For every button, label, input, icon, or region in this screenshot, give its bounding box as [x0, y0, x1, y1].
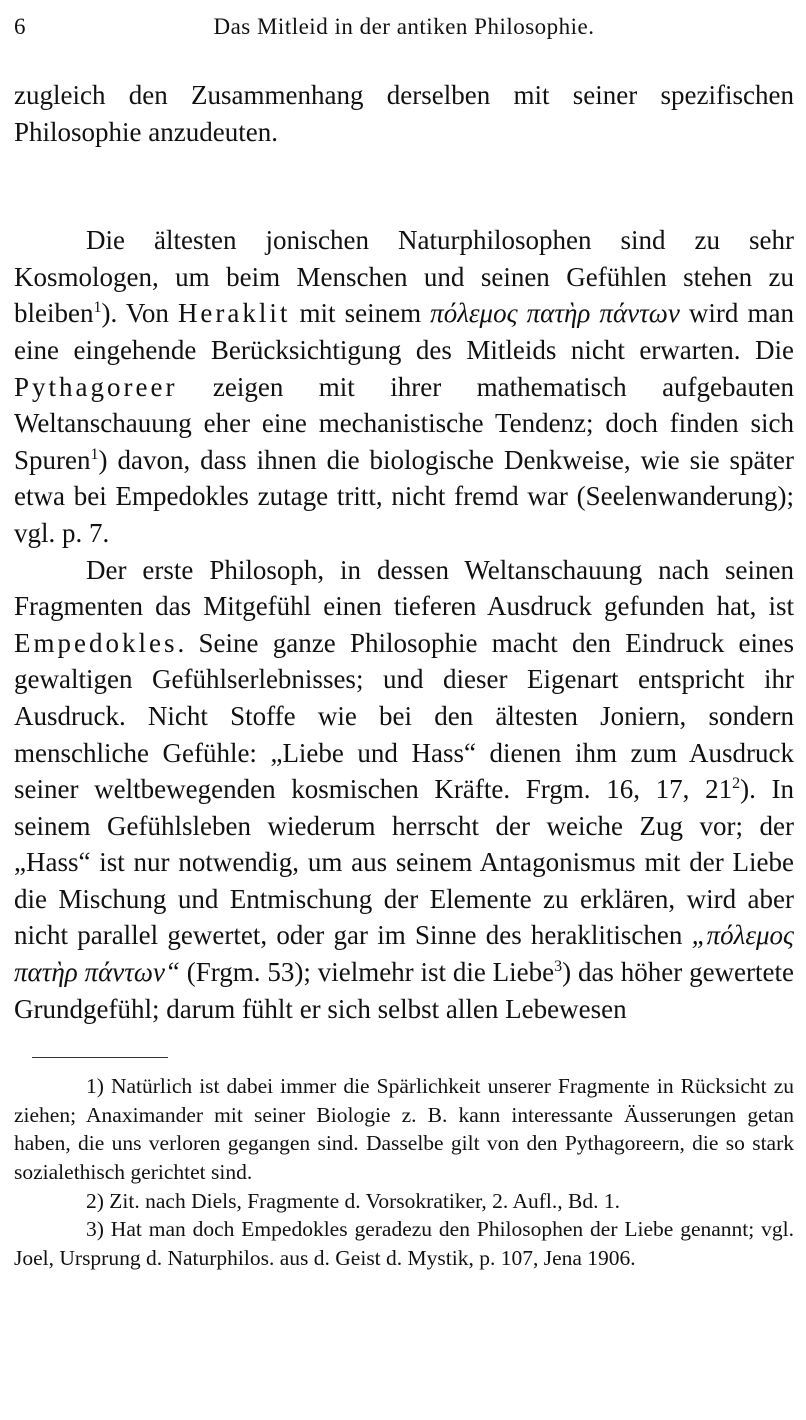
- paragraph-text: ) das höher gewertete Grundgefühl; darum fühlt er sich selbst allen Lebewesen: [14, 957, 794, 1024]
- spaced-name-empedokles: Empedokles: [14, 627, 178, 658]
- greek-quotation: πόλεμος πατὴρ πάντων: [430, 298, 680, 329]
- page-header: [14, 10, 794, 44]
- footnote-3: 3) Hat man doch Empedokles geradezu den Philosophen der Liebe genannt; vgl. Joel, Ursprung d. Naturphilos. aus d. Geist d. Mystik, p. 107, Jena 1906.: [14, 1217, 794, 1270]
- footnote-2: 2) Zit. nach Diels, Fragmente d. Vorsokratiker, 2. Aufl., Bd. 1.: [86, 1188, 620, 1213]
- paragraph-text: wird man eine eingehende Berücksichtigung des Mitleids nicht erwarten. Die: [14, 298, 795, 365]
- footnotes: [14, 1072, 794, 1272]
- paragraph-text: mit seinem: [290, 298, 431, 329]
- paragraph-text: (Frgm. 53); vielmehr ist die Liebe: [179, 957, 555, 988]
- paragraph-text: zugleich den Zusammenhang derselben mit seiner spezifischen Philosophie anzudeuten.: [14, 80, 794, 147]
- spaced-name-heraklit: Heraklit: [177, 298, 291, 329]
- paragraph-ionian-philosophers: [14, 222, 794, 551]
- paragraph-empedokles: [14, 552, 794, 1028]
- paragraph-text: Die ältesten jonischen Naturphilosophen sind zu sehr Kosmologen, um beim Menschen und seinen Gefühlen stehen zu bleiben: [14, 225, 794, 329]
- page-number: 6: [14, 14, 26, 39]
- paragraph-text: Der erste Philosoph, in dessen Weltanschauung nach seinen Fragmenten das Mitgefühl einen tieferen Ausdruck gefunden hat, ist: [14, 554, 794, 622]
- footnote-reference: 2: [732, 775, 741, 793]
- paragraph-text: zeigen mit ihrer mathematisch aufgebauten Weltanschauung eher eine mechanistische Tendenz; doch finden sich Spuren: [14, 371, 794, 475]
- paragraph-text: ). In seinem Gefühlsleben wiederum herrscht der weiche Zug vor; der „Hass“ ist nur notwendig, um aus seinem Antagonismus mit der Liebe die Mischung und Entmischung der Elemente zu erklären, wird aber nicht parallel gewertet, oder gar im Sinne des heraklitischen: [14, 774, 795, 951]
- book-page: [14, 10, 794, 1272]
- running-title: Das Mitleid in der antiken Philosophie.: [213, 14, 595, 39]
- greek-quotation: „πόλεμος πατὴρ πάντων“: [14, 920, 794, 988]
- paragraph-text: . Seine ganze Philosophie macht den Eindruck eines gewaltigen Gefühlserlebnisses; und dieser Eigenart entspricht ihr Ausdruck. Nicht Stoffe wie bei den ältesten Joniern, sondern menschliche Gefühle: „Liebe und Hass“ dienen ihm zum Ausdruck seiner weltbewegenden kosmischen Kräfte. Frgm. 16, 17, 21: [14, 627, 794, 805]
- footnote-separator: [32, 1057, 168, 1058]
- continued-paragraph: [14, 77, 794, 150]
- paragraph-text: ) davon, dass ihnen die biologische Denkweise, wie sie später etwa bei Empedokles zutage tritt, nicht fremd war (Seelenwanderung); vgl. p. 7.: [14, 444, 794, 548]
- paragraph-text: ). Von: [101, 298, 178, 329]
- footnote-reference: 1: [93, 299, 102, 317]
- footnote-reference: 3: [554, 958, 563, 976]
- spaced-name-pythagoreer: Pythagoreer: [14, 371, 178, 402]
- main-text: [14, 77, 794, 1027]
- footnote-1: 1) Natürlich ist dabei immer die Spärlichkeit unserer Fragmente in Rücksicht zu ziehen; Anaximander mit seiner Biologie z. B. kann interessante Äusserungen getan haben, die uns verloren gegangen sind. Dasselbe gilt von den Pythagoreern, die so stark sozialethisch gerichtet sind.: [14, 1074, 794, 1185]
- footnote-reference: 1: [90, 445, 99, 463]
